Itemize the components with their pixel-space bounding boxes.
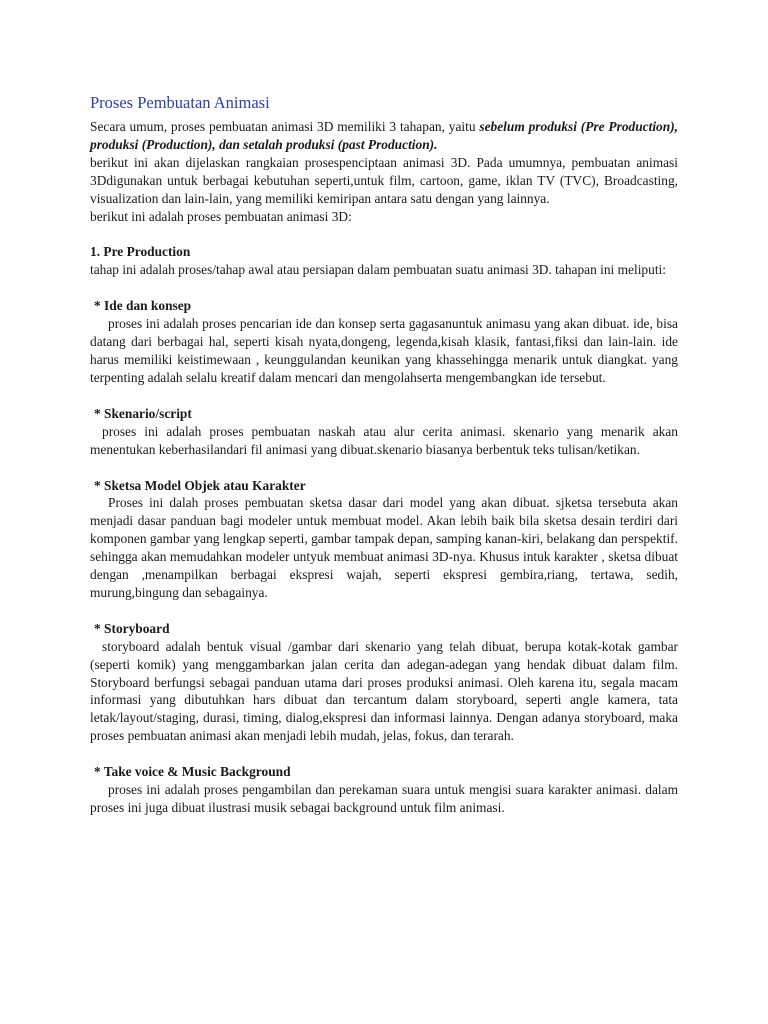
intro-stages-text: sebelum produksi (Pre Production), produksi (Production), dan setalah produksi (past Production).	[90, 119, 678, 152]
spacer	[90, 225, 678, 243]
document-page	[90, 92, 678, 817]
spacer	[90, 602, 678, 620]
intro-paragraph-3: berikut ini adalah proses pembuatan animasi 3D:	[90, 208, 352, 224]
page-title: Proses Pembuatan Animasi	[90, 93, 270, 112]
item-heading-ide-konsep: * Ide dan konsep	[94, 298, 192, 314]
item-heading-take-voice: * Take voice & Music Background	[94, 764, 291, 780]
item-body-ide-konsep: proses ini adalah proses pencarian ide dan konsep serta gagasanuntuk animasu yang akan dibuat. ide, bisa datang dari berbagai hal, seperti kisah nyata,dongeng, legenda,kisah klasik, fantasi,fiksi dan lain-lain. ide harus memiliki keistimewaan , keunggulandan keunikan yang khassehingga menarik untuk diangkat. yang terpenting adalah selalu kreatif dalam mencari dan mengolahserta mengembangkan ide tersebut.	[90, 316, 678, 385]
item-heading-skenario: * Skenario/script	[94, 405, 192, 421]
spacer	[90, 279, 678, 297]
item-body-sketsa: Proses ini dalah proses pembuatan sketsa dasar dari model yang akan dibuat. sjketsa tersebuta akan menjadi dasar panduan bagi modeler untuk membuat model. Akan lebih baik bila sketsa desain terdiri dari komponen gambar yang lengkap seperti, gambar tampak depan, samping kanan-kiri, belakang dan perspektif. sehingga akan memudahkan modeler untyuk membuat animasi 3D-nya. Khusus intuk karakter , sketsa dibuat dengan ,menampilkan berbagai ekspresi wajah, seperti ekspresi gembira,riang, tertawa, sedih, murung,bingung dan sebagainya.	[90, 495, 678, 600]
item-body-storyboard: storyboard adalah bentuk visual /gambar dari skenario yang telah dibuat, berupa kotak-kotak gambar (seperti komik) yang menggambarkan jalan cerita dan adegan-adegan yang hendak dibuat dalam film. Storyboard berfungsi sebagai panduan utama dari proses produksi animasi. Oleh karena itu, segala macam informasi yang dibutuhkan hars dibuat dan tercantum dalam storyboard, seperti angle kamera, tata letak/layout/staging, durasi, timing, dialog,ekspresi dan informasi lainnya. Dengan adanya storyboard, maka proses pembuatan animasi akan menjadi lebih mudah, jelas, fokus, dan terarah.	[90, 638, 678, 744]
item-heading-sketsa: * Sketsa Model Objek atau Karakter	[94, 477, 306, 493]
spacer	[90, 387, 678, 405]
intro-paragraph-2: berikut ini akan dijelaskan rangkaian prosespenciptaan animasi 3D. Pada umumnya, pembuatan animasi 3Ddigunakan untuk berbagai kebutuhan seperti,untuk film, cartoon, game, iklan TV (TVC), Broadcasting, visualization dan lain-lain, yang memiliki kemiripan antara satu dengan yang lainnya.	[90, 154, 678, 206]
item-body-take-voice: proses ini adalah proses pengambilan dan perekaman suara untuk mengisi suara karakter animasi. dalam proses ini juga dibuat ilustrasi musik sebagai background untuk film animasi.	[90, 782, 678, 815]
section-heading-pre-production: 1. Pre Production	[90, 244, 191, 260]
item-body-skenario: proses ini adalah proses pembuatan naskah atau alur cerita animasi. skenario yang menarik akan menentukan keberhasilandari fil animasi yang dibuat.skenario biasanya berbentuk teks tulisan/ketikan.	[90, 423, 678, 457]
spacer	[90, 459, 678, 477]
spacer	[90, 745, 678, 763]
section-description: tahap ini adalah proses/tahap awal atau persiapan dalam pembuatan suatu animasi 3D. tahapan ini meliputi:	[90, 262, 666, 278]
intro-paragraph-1	[90, 118, 678, 154]
intro-lead-text: Secara umum, proses pembuatan animasi 3D memiliki 3 tahapan, yaitu	[90, 119, 480, 134]
item-heading-storyboard: * Storyboard	[94, 620, 170, 636]
